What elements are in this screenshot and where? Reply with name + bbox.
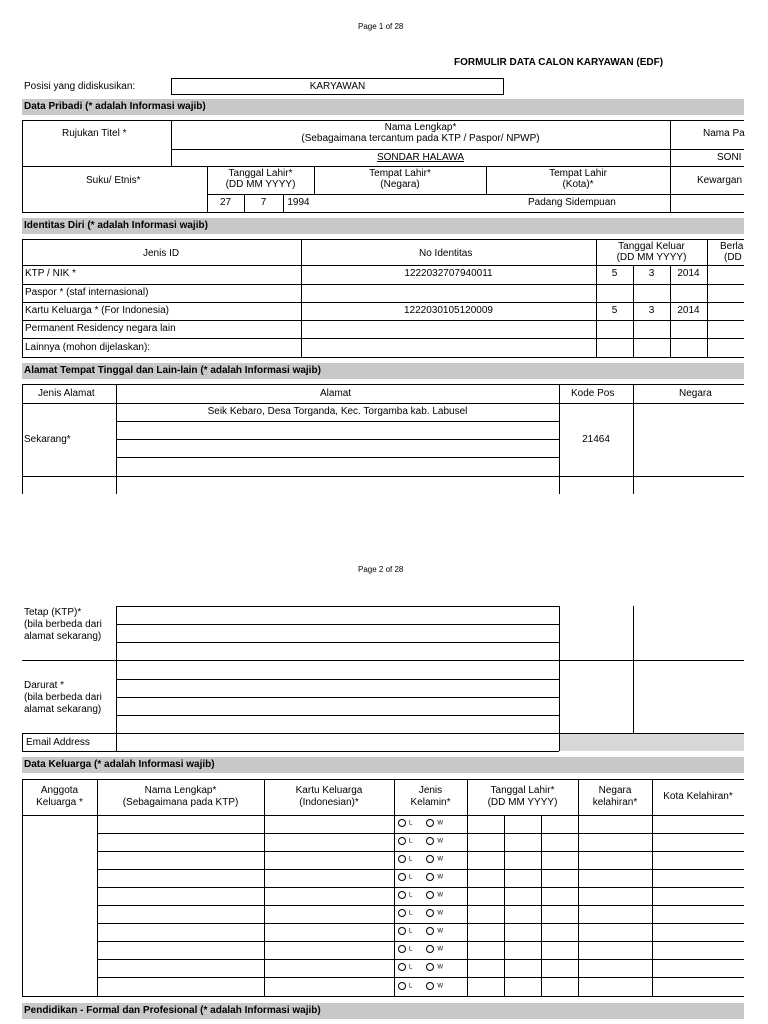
page-number-1: Page 1 of 28 (358, 22, 404, 31)
col-kota-kelahiran: Kota Kelahiran* (663, 791, 733, 802)
nama-lengkap-value[interactable]: SONDAR HALAWA (376, 152, 465, 163)
id-row-jenis: Paspor * (staf internasional) (25, 287, 149, 298)
radio-w-icon[interactable] (426, 945, 434, 953)
section-data-pribadi: Data Pribadi (* adalah Informasi wajib) (22, 99, 744, 115)
radio-l-icon[interactable] (398, 982, 406, 990)
id-row-yyyy[interactable]: 2014 (677, 305, 700, 316)
section-alamat: Alamat Tempat Tinggal dan Lain-lain (* adalah Informasi wajib) (22, 363, 744, 379)
tanggal-lahir-header-1: Tanggal Lahir* (228, 168, 293, 179)
nama-panggilan-value[interactable]: SONI (717, 152, 742, 163)
col-kartu-keluarga-2: (Indonesian)* (299, 797, 359, 808)
tanggal-lahir-yyyy[interactable]: 1994 (287, 197, 310, 208)
email-label: Email Address (26, 737, 90, 748)
id-row-jenis: KTP / NIK * (25, 268, 76, 279)
gender-radio-group[interactable]: L W (398, 945, 443, 953)
radio-w-icon[interactable] (426, 873, 434, 881)
col-kode-pos: Kode Pos (571, 388, 615, 399)
gender-radio-group[interactable]: L W (398, 855, 443, 863)
form-title: FORMULIR DATA CALON KARYAWAN (EDF) (454, 57, 664, 68)
col-kartu-keluarga-1: Kartu Keluarga (295, 785, 363, 796)
alamat-tetap-label-2: (bila berbeda dari (24, 619, 102, 630)
col-anggota-1: Anggota (40, 785, 79, 796)
radio-l-icon[interactable] (398, 963, 406, 971)
gender-radio-group[interactable]: L W (398, 891, 443, 899)
tempat-lahir-negara-header-1: Tempat Lahir* (369, 168, 431, 179)
radio-l-icon[interactable] (398, 873, 406, 881)
tempat-lahir-negara-header-2: (Negara) (380, 179, 420, 190)
col-negara-kelahiran-1: Negara (598, 785, 632, 796)
suku-label: Suku/ Etnis* (86, 175, 141, 186)
id-row-dd[interactable]: 5 (611, 268, 618, 279)
id-row-no[interactable]: 1222032707940011 (404, 268, 493, 279)
tempat-lahir-kota-value[interactable]: Padang Sidempuan (528, 197, 616, 208)
col-berlaku-1: Berla (720, 241, 744, 252)
page-number-2: Page 2 of 28 (358, 565, 404, 574)
tempat-lahir-kota-header-1: Tempat Lahir (549, 168, 607, 179)
col-tanggal-keluar-1: Tanggal Keluar (618, 241, 685, 252)
gender-radio-group[interactable]: L W (398, 963, 443, 971)
email-grey-area (560, 734, 744, 751)
section-data-keluarga: Data Keluarga (* adalah Informasi wajib) (22, 757, 744, 773)
section-pendidikan: Pendidikan - Formal dan Profesional (* adalah Informasi wajib) (22, 1003, 744, 1019)
gender-radio-group[interactable]: L W (398, 873, 443, 881)
radio-l-icon[interactable] (398, 855, 406, 863)
id-row-mm[interactable]: 3 (648, 305, 655, 316)
radio-w-icon[interactable] (426, 963, 434, 971)
alamat-darurat-label-2: (bila berbeda dari (24, 692, 102, 703)
radio-l-icon[interactable] (398, 837, 406, 845)
col-no-identitas: No Identitas (419, 248, 473, 259)
col-jenis-alamat: Jenis Alamat (38, 388, 95, 399)
alamat-tetap-label-1: Tetap (KTP)* (24, 607, 82, 618)
col-anggota-2: Keluarga * (36, 797, 83, 808)
gender-radio-group[interactable]: L W (398, 819, 443, 827)
alamat-sekarang-value[interactable]: Seik Kebaro, Desa Torganda, Kec. Torgamba kab. Labusel (207, 406, 468, 417)
gender-radio-group[interactable]: L W (398, 909, 443, 917)
posisi-label: Posisi yang didiskusikan: (24, 81, 136, 92)
col-tanggal-lahir-1: Tanggal Lahir* (490, 785, 555, 796)
rujukan-titel-label: Rujukan Titel * (62, 128, 127, 139)
tanggal-lahir-header-2: (DD MM YYYY) (225, 179, 296, 190)
posisi-field[interactable]: KARYAWAN (171, 78, 504, 95)
col-jenis-id: Jenis ID (143, 248, 180, 259)
id-row-no[interactable]: 1222030105120009 (404, 305, 493, 316)
kewarganegaraan-header: Kewargan (697, 175, 743, 186)
tempat-lahir-kota-header-2: (Kota)* (562, 179, 594, 190)
id-row-dd[interactable]: 5 (611, 305, 618, 316)
radio-w-icon[interactable] (426, 837, 434, 845)
col-nama-lengkap-2: (Sebagaimana pada KTP) (122, 797, 239, 808)
radio-l-icon[interactable] (398, 927, 406, 935)
alamat-tetap-label-3: alamat sekarang) (24, 631, 102, 642)
tanggal-lahir-dd[interactable]: 27 (219, 197, 232, 208)
id-row-mm[interactable]: 3 (648, 268, 655, 279)
gender-radio-group[interactable]: L W (398, 982, 443, 990)
tanggal-lahir-mm[interactable]: 7 (260, 197, 267, 208)
id-row-yyyy[interactable]: 2014 (677, 268, 700, 279)
col-jenis-kelamin-2: Kelamin* (410, 797, 451, 808)
col-nama-lengkap-1: Nama Lengkap* (144, 785, 217, 796)
alamat-darurat-label-3: alamat sekarang) (24, 704, 102, 715)
radio-l-icon[interactable] (398, 909, 406, 917)
radio-l-icon[interactable] (398, 819, 406, 827)
gender-radio-group[interactable]: L W (398, 837, 443, 845)
radio-w-icon[interactable] (426, 891, 434, 899)
radio-w-icon[interactable] (426, 819, 434, 827)
section-identitas-diri: Identitas Diri (* adalah Informasi wajib) (22, 218, 744, 234)
col-negara: Negara (679, 388, 712, 399)
col-tanggal-keluar-2: (DD MM YYYY) (616, 252, 687, 263)
nama-lengkap-header-2: (Sebagaimana tercantum pada KTP / Paspor/ NPWP) (301, 133, 540, 144)
id-row-jenis: Lainnya (mohon dijelaskan): (25, 342, 151, 353)
radio-w-icon[interactable] (426, 909, 434, 917)
radio-w-icon[interactable] (426, 855, 434, 863)
alamat-sekarang-label: Sekarang* (24, 434, 71, 445)
radio-l-icon[interactable] (398, 945, 406, 953)
radio-w-icon[interactable] (426, 927, 434, 935)
col-berlaku-2: (DD (724, 252, 742, 263)
col-jenis-kelamin-1: Jenis (418, 785, 443, 796)
col-negara-kelahiran-2: kelahiran* (592, 797, 638, 808)
alamat-darurat-label-1: Darurat * (24, 680, 65, 691)
nama-lengkap-header-1: Nama Lengkap* (384, 122, 457, 133)
id-row-jenis: Permanent Residency negara lain (25, 323, 176, 334)
col-tanggal-lahir-2: (DD MM YYYY) (487, 797, 558, 808)
nama-panggilan-header: Nama Pa (703, 128, 745, 139)
radio-l-icon[interactable] (398, 891, 406, 899)
id-row-jenis: Kartu Keluarga * (For Indonesia) (25, 305, 169, 316)
gender-radio-group[interactable]: L W (398, 927, 443, 935)
alamat-sekarang-kodepos[interactable]: 21464 (582, 434, 610, 445)
radio-w-icon[interactable] (426, 982, 434, 990)
col-alamat: Alamat (320, 388, 352, 399)
